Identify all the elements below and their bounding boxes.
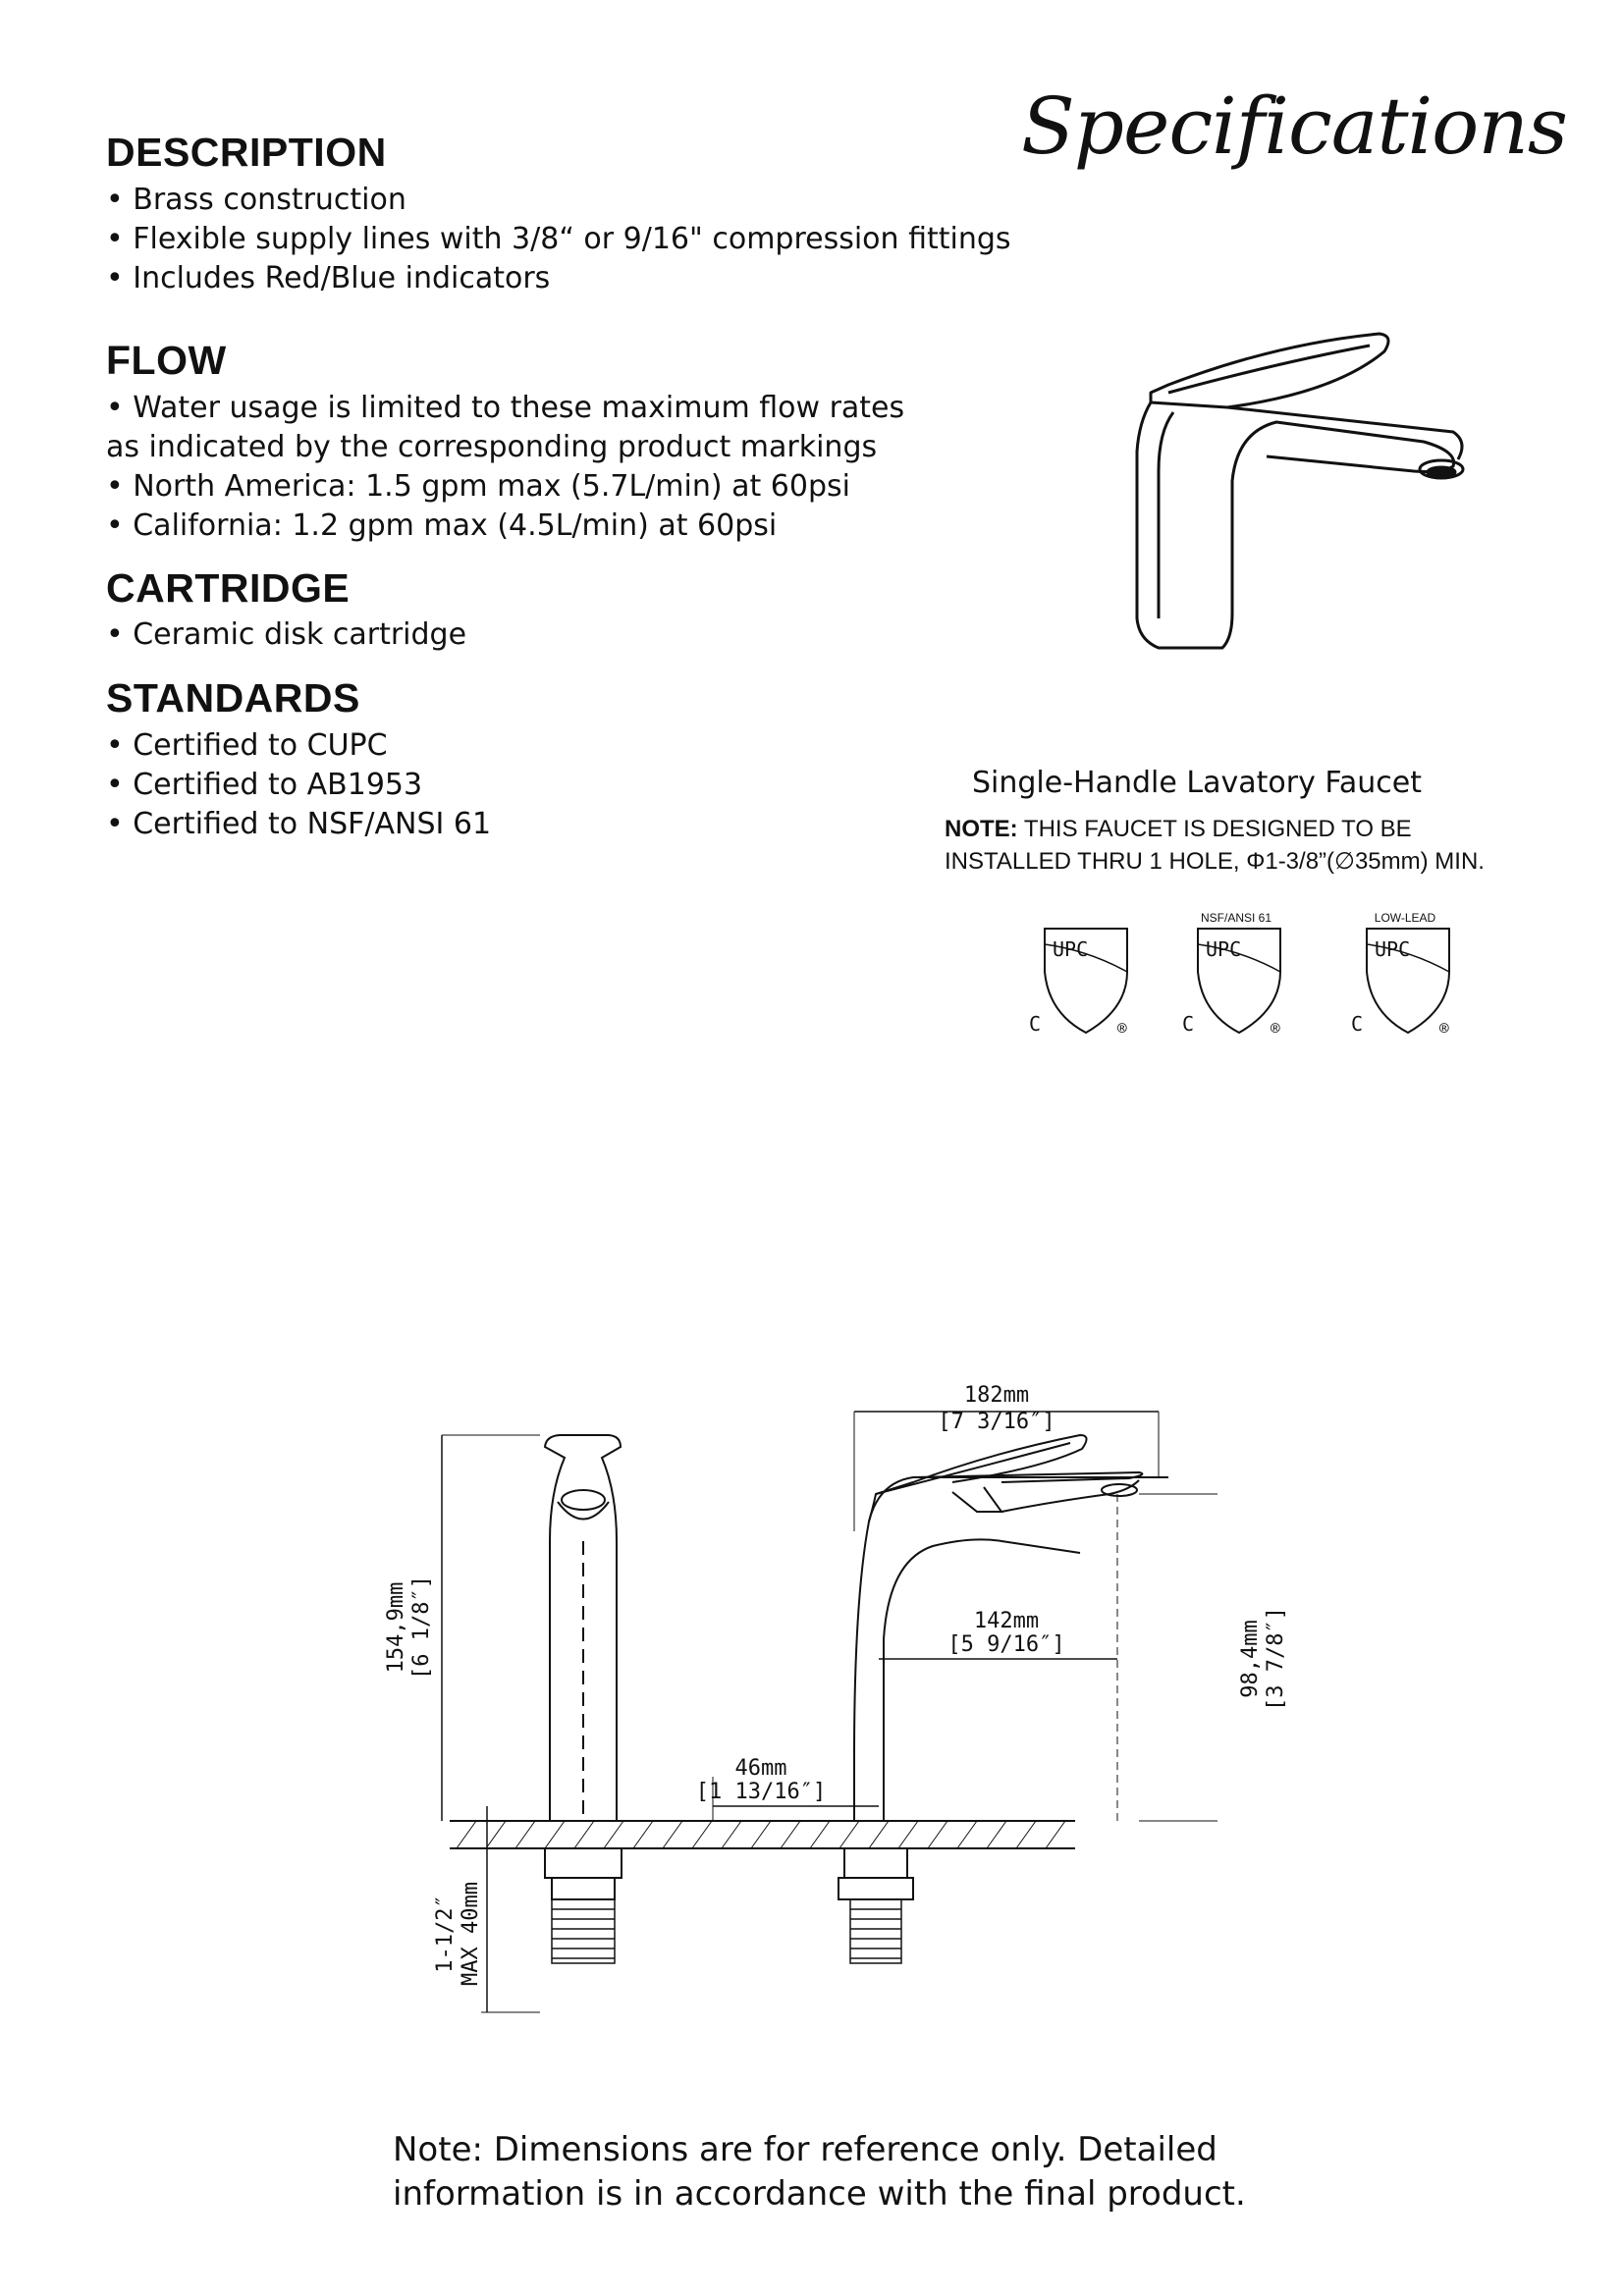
list-item: • North America: 1.5 gpm max (5.7L/min) at 60psi — [106, 469, 850, 504]
c-mark: C — [1351, 1012, 1364, 1036]
cartridge-list — [106, 615, 466, 655]
faucet-illustration — [1129, 324, 1522, 658]
install-note — [945, 813, 1485, 878]
deck-hatching — [457, 1821, 1065, 1848]
dimension-drawing — [363, 1383, 1288, 2042]
base-in: [1 13/16″] — [695, 1780, 827, 1804]
standards-heading: STANDARDS — [106, 675, 360, 721]
spout-reach-in: [5 9/16″] — [947, 1632, 1065, 1657]
spout-reach-mm: 142mm — [973, 1609, 1040, 1633]
deck-max-mm: MAX 40mm — [459, 1882, 483, 1986]
c-mark: C — [1182, 1012, 1195, 1036]
list-item: • Certified to CUPC — [106, 728, 388, 763]
page-title: Specifications — [1021, 80, 1567, 172]
cupc-lowlead-badge — [1351, 911, 1459, 1039]
flow-list — [106, 389, 904, 546]
list-item: • Flexible supply lines with 3/8“ or 9/16" compression fittings — [106, 222, 1011, 256]
list-item: • Certified to NSF/ANSI 61 — [106, 807, 492, 841]
upc-u: UPC — [1206, 937, 1242, 961]
overall-length-mm: 182mm — [963, 1383, 1030, 1408]
note-text-line-2: INSTALLED THRU 1 HOLE, Φ1-3/8”(∅35mm) MIN. — [945, 848, 1485, 875]
overall-length-in: [7 3/16″] — [938, 1410, 1055, 1434]
list-item: as indicated by the corresponding product markings — [106, 430, 878, 464]
note-text-line-1: THIS FAUCET IS DESIGNED TO BE — [1023, 816, 1412, 842]
cartridge-heading: CARTRIDGE — [106, 565, 351, 611]
upc-u: UPC — [1053, 937, 1089, 961]
badge-top-label: LOW-LEAD — [1374, 911, 1436, 925]
description-heading: DESCRIPTION — [106, 130, 387, 175]
cupc-badge — [1029, 911, 1137, 1039]
spout-height-in: [3 7/8″] — [1264, 1607, 1288, 1711]
product-caption: Single-Handle Lavatory Faucet — [972, 766, 1422, 800]
list-item: • Certified to AB1953 — [106, 768, 423, 802]
spout-height-mm: 98,4mm — [1238, 1620, 1263, 1698]
footer-note-line-1: Note: Dimensions are for reference only. Detailed — [393, 2130, 1217, 2169]
list-item: • Includes Red/Blue indicators — [106, 261, 551, 295]
upc-u: UPC — [1375, 937, 1411, 961]
list-item: • Brass construction — [106, 183, 406, 217]
c-mark: C — [1029, 1012, 1042, 1036]
deck-max-in: 1-1/2″ — [433, 1895, 458, 1973]
cupc-nsf-badge — [1182, 911, 1290, 1039]
registered-mark: ® — [1271, 1019, 1280, 1038]
note-label: NOTE: — [945, 816, 1018, 842]
base-mm: 46mm — [734, 1756, 787, 1781]
list-item: • Water usage is limited to these maximum flow rates — [106, 391, 905, 425]
standards-list — [106, 726, 491, 844]
footer-note — [393, 2128, 1246, 2216]
registered-mark: ® — [1117, 1019, 1127, 1038]
flow-heading: FLOW — [106, 338, 227, 383]
footer-note-line-2: information is in accordance with the final product. — [393, 2174, 1246, 2214]
list-item: • Ceramic disk cartridge — [106, 617, 467, 652]
list-item: • California: 1.2 gpm max (4.5L/min) at 60psi — [106, 508, 778, 543]
height-in: [6 1/8″] — [409, 1575, 434, 1680]
description-list — [106, 181, 1011, 298]
height-mm: 154,9mm — [384, 1581, 408, 1674]
badge-top-label: NSF/ANSI 61 — [1200, 911, 1272, 925]
registered-mark: ® — [1439, 1019, 1449, 1038]
